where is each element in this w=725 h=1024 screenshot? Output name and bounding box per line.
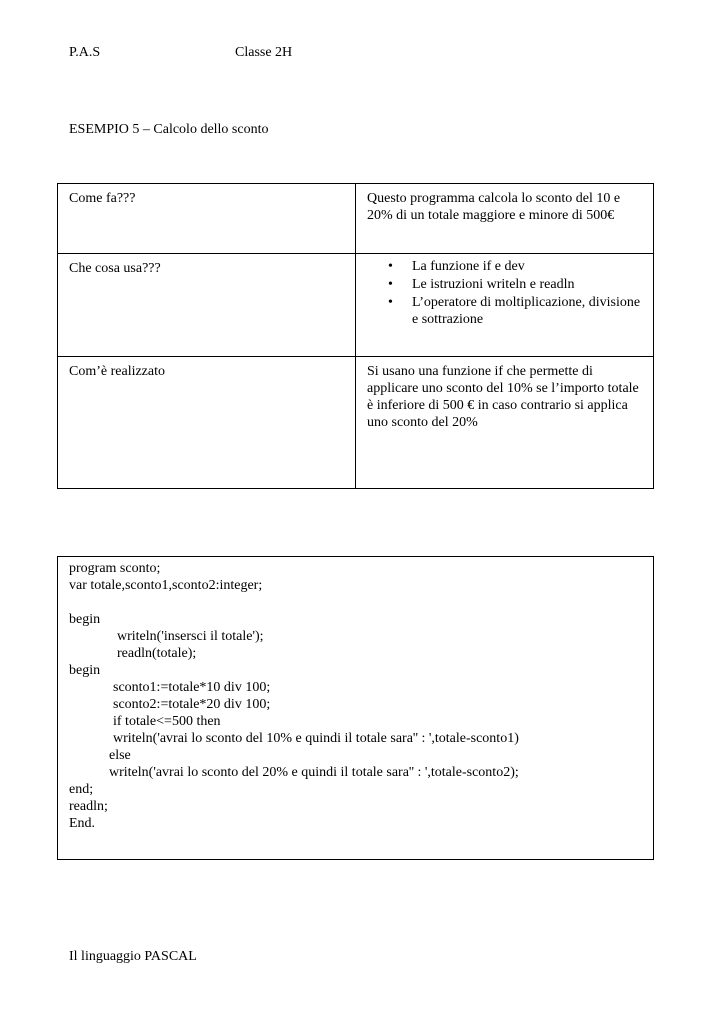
table-row [58,254,653,357]
code-line: end; [69,782,94,797]
code-line: sconto1:=totale*10 div 100; [113,680,271,695]
row-text-come-realizzato: Si usano una funzione if che permette di applicare uno sconto del 10% se l’importo totale è inferiore di 500 € in caso contrario si applica uno sconto del 20% [367,364,639,430]
document-title: ESEMPIO 5 – Calcolo dello sconto [69,122,269,137]
code-line: begin [69,663,101,678]
code-line: writeln('avrai lo sconto del 10% e quindi il totale sara'' : ',totale-sconto1) [113,731,519,746]
bullet-icon: • [388,259,393,274]
list-item [384,294,646,328]
code-line: program sconto; [69,561,161,576]
code-line: End. [69,816,96,831]
row-text-come-fa: Questo programma calcola lo sconto del 10 e 20% di un totale maggiore e minore di 500€ [367,191,621,223]
bullet-icon: • [388,277,393,292]
column-divider [355,184,356,253]
header-right: Classe 2H [235,45,293,60]
list-item-text: Le istruzioni writeln e readln [412,277,575,292]
column-divider [355,357,356,488]
code-line: sconto2:=totale*20 div 100; [113,697,271,712]
list-item-text: La funzione if e dev [412,259,525,274]
row-label-come-realizzato: Com’è realizzato [69,364,166,379]
row-label-come-fa: Come fa??? [69,191,136,206]
list-item-text: L’operatore di moltiplicazione, divisione e sottrazione [412,295,641,327]
code-line: if totale<=500 then [113,714,221,729]
bullet-list [384,258,646,329]
code-line: writeln('avrai lo sconto del 20% e quindi il totale sara'' : ',totale-sconto2); [109,765,519,780]
header-left: P.A.S [69,45,101,60]
column-divider [355,254,356,356]
code-line: else [109,748,131,763]
bullet-icon: • [388,295,393,310]
footer-text: Il linguaggio PASCAL [69,949,197,964]
list-item [384,258,646,275]
code-line: readln(totale); [117,646,197,661]
info-table [57,183,654,489]
code-line: writeln('insersci il totale'); [117,629,264,644]
table-row [58,184,653,254]
code-line: var totale,sconto1,sconto2:integer; [69,578,263,593]
row-label-che-cosa-usa: Che cosa usa??? [69,261,161,276]
list-item [384,276,646,293]
code-line: begin [69,612,101,627]
table-row [58,357,653,488]
code-line: readln; [69,799,108,814]
code-box [57,556,654,860]
